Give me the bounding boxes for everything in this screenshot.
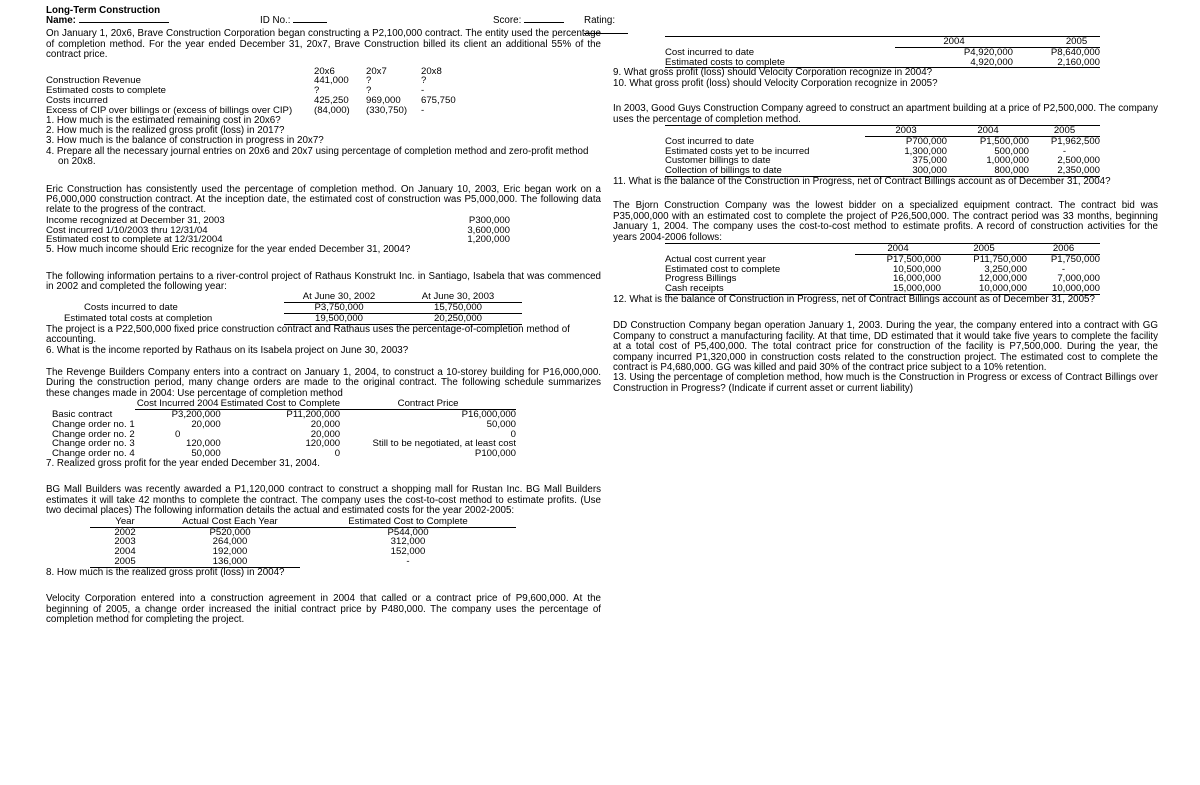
cell: 7,000,000: [1057, 273, 1100, 285]
velocity-section: [46, 594, 601, 625]
right-column: [613, 36, 1158, 394]
cell: 3,600,000: [467, 224, 510, 236]
cell: 50,000: [486, 418, 516, 430]
cell: 2,500,000: [1057, 155, 1100, 167]
question-13: 13. Using the percentage of completion method, how much is the Construction in Progress or excess of Contract Billings over Construction in Progress? (Indicate if current asset or current liability): [613, 372, 1158, 394]
col-header: 2004: [947, 126, 1029, 137]
col-header: Estimated Cost to Complete: [220, 398, 341, 410]
cell: 1,000,000: [986, 155, 1029, 167]
col-header: Estimated Cost to Complete: [300, 517, 516, 527]
cell: P4,920,000: [963, 46, 1013, 58]
goodguys-table: [665, 125, 1100, 177]
row-label: Actual cost current year: [665, 253, 766, 265]
col-header: Cost Incurred 2004: [135, 399, 221, 409]
col-header: Contract Price: [340, 399, 516, 409]
cell: 4,920,000: [895, 58, 1013, 68]
row-label: Customer billings to date: [665, 155, 771, 167]
table-row: [64, 303, 522, 314]
cell: -: [421, 104, 425, 116]
cell: P11,750,000: [973, 253, 1027, 265]
cell: 19,500,000: [284, 314, 394, 325]
rating-blank[interactable]: [584, 33, 628, 34]
cell: 15,000,000: [855, 284, 941, 294]
question-4: 4. Prepare all the necessary journal entries on 20x6 and 20x7 using percentage of completion method and zero-profit method: [46, 145, 589, 157]
cell: P8,640,000: [1050, 46, 1100, 58]
question-12: 12. What is the balance of Construction in Progress, net of Contract Billings account as of December 31, 2005?: [613, 294, 1095, 306]
cell: 192,000: [212, 546, 248, 558]
cell: 2005: [90, 557, 160, 567]
cell: 136,000: [160, 557, 300, 567]
dd-section: [613, 321, 1158, 394]
cell: 2,350,000: [1029, 166, 1100, 176]
cell: P100,000: [474, 448, 516, 460]
question-2: 2. How much is the realized gross profit (loss) in 2017?: [46, 125, 285, 137]
rathaus-table: [64, 292, 522, 324]
row-label: Collection of billings to date: [665, 166, 865, 176]
cell: P700,000: [905, 135, 947, 147]
cell: 12,000,000: [978, 273, 1027, 285]
table-row: [64, 314, 522, 325]
goodguys-section: [613, 104, 1158, 187]
cell: (84,000): [314, 104, 350, 116]
bjorn-section: [613, 201, 1158, 305]
question-8: 8. How much is the realized gross profit (loss) in 2004?: [46, 566, 285, 578]
table-row: [665, 284, 1100, 294]
question-1: 1. How much is the estimated remaining cost in 20x6?: [46, 114, 281, 126]
cell: 16,000,000: [892, 273, 941, 285]
header: [46, 5, 616, 27]
goodguys-intro: In 2003, Good Guys Construction Company agreed to construct an apartment building at a price of P2,500,000. The company uses the percentage of completion method.: [613, 103, 1158, 125]
cell: 0: [334, 448, 341, 460]
bgmall-section: [46, 485, 601, 578]
row-label: Basic contract: [52, 408, 113, 420]
cell: (330,750): [366, 104, 408, 116]
velocity-table: [665, 36, 1100, 68]
cell: 675,750: [421, 95, 456, 107]
row-label: Change order no. 4: [52, 448, 135, 460]
table-row: [665, 274, 1100, 284]
cell: 120,000: [185, 438, 221, 450]
cell: 375,000: [912, 155, 947, 167]
cell: -: [421, 85, 425, 97]
cell: 800,000: [947, 166, 1029, 176]
cell: P17,500,000: [886, 253, 941, 265]
bgmall-intro: BG Mall Builders was recently awarded a P1,120,000 contract to construct a shopping mall for Rustan Inc. BG Mall Builders estimates it will take 42 months to complete the contract. The company uses the cost-to-cost method to estimate profits. (Use two decimal places) The following information details the actual and estimated costs for the year 2002-2005:: [46, 484, 601, 517]
cell: -: [406, 556, 410, 568]
row-label: Progress Billings: [665, 273, 737, 285]
col-header: Year: [90, 517, 160, 527]
brave-year: 20x8: [421, 65, 442, 77]
question-10: 10. What gross profit (loss) should Velocity Corporation recognize in 2005?: [613, 77, 938, 89]
cell: P3,750,000: [284, 303, 394, 314]
col-header: 2005: [1013, 37, 1100, 48]
bgmall-table: [90, 517, 516, 568]
col-header: 2003: [865, 126, 947, 137]
row-label: Costs incurred: [46, 95, 108, 107]
cell: P1,962,500: [1050, 135, 1100, 147]
cell: 441,000: [314, 75, 349, 87]
cell: 20,000: [310, 418, 341, 430]
row-label: Change order no. 2: [52, 428, 135, 440]
bjorn-table: [665, 243, 1100, 295]
cell: 10,000,000: [941, 284, 1027, 294]
brave-table: [46, 67, 476, 116]
id-label: ID No.:: [260, 15, 291, 27]
row-label: Estimated costs yet to be incurred: [665, 145, 810, 157]
bjorn-intro: The Bjorn Construction Company was the lowest bidder on a specialized equipment contract. The contract bid was P35,000,000 with an estimated cost to complete the project of P26,500,000. The contract period was 33 months, beginning January 1, 2004. The company uses the cost-to-cost method to estimate profits. A record of construction activities for the years 2004-2006 follows:: [613, 200, 1158, 243]
question-9: 9. What gross profit (loss) should Velocity Corporation recognize in 2004?: [613, 67, 933, 79]
cell: P544,000: [387, 526, 429, 538]
cell: 50,000: [191, 448, 221, 460]
row-label: Cost incurred to date: [665, 135, 755, 147]
cell: ?: [421, 75, 427, 87]
row-label: Change order no. 3: [52, 438, 135, 450]
table-row: [90, 557, 516, 567]
score-blank[interactable]: [524, 22, 564, 23]
col-header: 2006: [1027, 244, 1100, 255]
brave-year: 20x6: [314, 65, 335, 77]
rathaus-intro: The following information pertains to a river-control project of Rathaus Konstrukt Inc. in Santiago, Isabela that was commenced in 2002 and completed the following year:: [46, 270, 601, 293]
cell: P11,200,000: [286, 409, 341, 421]
cell: 500,000: [994, 145, 1029, 157]
cell: 300,000: [865, 166, 947, 176]
cell: 20,250,000: [394, 314, 522, 325]
rathaus-col-header: At June 30, 2002: [284, 292, 394, 302]
cell: 20,000: [191, 418, 221, 430]
dd-intro: DD Construction Company began operation January 1, 2003. During the year, the company entered into a contract with GG Company to construct a manufacturing facility. At that time, DD estimated that it would take five years to complete the facility at a total cost of P5,400,000. The total contract price for construction of the facility is P7,500,000. During the year, the company incurred P1,320,000 in construction costs related to the construction project. The estimated cost to complete the contract is P4,680,000. GG was killed and paid 30% of the contract price subject to a 10% retention.: [613, 320, 1158, 374]
question-3: 3. How much is the balance of construction in progress in 20x7?: [46, 135, 324, 147]
cell: P520,000: [209, 526, 251, 538]
cell: 425,250: [314, 95, 349, 107]
eric-table: [46, 216, 510, 245]
rathaus-section: [46, 272, 601, 356]
name-blank[interactable]: [79, 22, 169, 23]
cell: 10,500,000: [892, 263, 941, 275]
col-header: 2004: [895, 37, 1013, 48]
cell: 2,160,000: [1013, 58, 1100, 68]
col-header: Actual Cost Each Year: [160, 517, 300, 527]
col-header: 2004: [855, 244, 941, 255]
brave-intro: On January 1, 20x6, Brave Construction Corporation began constructing a P2,100,000 contract. The entity used the percentage of completion method. For the year ended December 31, 20x7, Brave Construction billed its client an additional 55% of the contract price.: [46, 28, 601, 61]
cell: -: [1061, 263, 1066, 275]
eric-section: [46, 185, 601, 256]
cell: 152,000: [390, 546, 426, 558]
row-label: Cash receipts: [665, 284, 855, 294]
cell: 120,000: [305, 438, 341, 450]
row-label: Estimated cost to complete: [665, 263, 781, 275]
name-label: Name:: [46, 15, 76, 27]
cell: P1,750,000: [1050, 253, 1100, 265]
brave-year: 20x7: [366, 65, 387, 77]
cell: 0: [175, 428, 181, 440]
rathaus-col-header: At June 30, 2003: [394, 292, 522, 302]
cell: 15,750,000: [394, 303, 522, 314]
cell: P1,500,000: [979, 135, 1029, 147]
row-label: Estimated cost to complete at 12/31/2004: [46, 234, 223, 246]
row-label: Estimated costs to complete: [46, 85, 166, 97]
question-6: 6. What is the income reported by Rathaus on its Isabela project on June 30, 2003?: [46, 344, 409, 356]
cell: 3,250,000: [984, 263, 1027, 275]
row-label: Cost incurred to date: [665, 46, 755, 58]
score-label: Score:: [493, 15, 522, 27]
row-label: Construction Revenue: [46, 75, 141, 87]
question-4-cont: on 20x8.: [58, 156, 96, 168]
cell: 2002: [114, 526, 136, 538]
revenge-section: [46, 368, 601, 469]
question-11: 11. What is the balance of the Construction in Progress, net of Contract Billings account as of December 31, 2004?: [613, 176, 1111, 187]
id-blank[interactable]: [293, 22, 327, 23]
col-header: 2005: [941, 244, 1027, 255]
revenge-table: [46, 399, 516, 459]
table-row: [90, 527, 516, 537]
cell: P16,000,000: [461, 409, 516, 421]
cell: 2004: [114, 546, 136, 558]
row-label: Costs incurred to date: [84, 302, 178, 314]
cell: P3,200,000: [171, 409, 221, 421]
table-row: [90, 547, 516, 557]
row-label: Excess of CIP over billings or (excess of billings over CIP): [46, 104, 293, 116]
row-label: Estimated total costs at completion: [64, 313, 213, 325]
table-row: [46, 86, 476, 96]
rating-label: Rating:: [584, 15, 616, 27]
cell: P300,000: [468, 214, 510, 226]
cell: 1,300,000: [904, 145, 947, 157]
table-row: [90, 537, 516, 547]
cell: 1,200,000: [467, 234, 510, 246]
brave-section: [46, 29, 601, 167]
rathaus-note: The project is a P22,500,000 fixed price construction contract and Rathaus uses the percentage-of-completion method of accounting.: [46, 323, 570, 346]
cell: 312,000: [390, 536, 426, 548]
question-5: 5. How much income should Eric recognize for the year ended December 31, 2004?: [46, 244, 411, 256]
cell: 2003: [114, 536, 136, 548]
table-row: [665, 166, 1100, 176]
cell: -: [1062, 145, 1067, 157]
cell: Still to be negotiated, at least cost: [372, 438, 516, 450]
cell: ?: [366, 75, 372, 87]
velocity-intro: Velocity Corporation entered into a construction agreement in 2004 that called or a contract price of P9,600,000. At the beginning of 2005, a change order increased the initial contract price by P480,000. The company uses the percentage of completion method for completing the project.: [46, 593, 601, 625]
row-label: Income recognized at December 31, 2003: [46, 214, 225, 226]
row-label: Estimated costs to complete: [665, 58, 895, 68]
col-header: 2005: [1029, 126, 1100, 137]
table-row: [665, 58, 1100, 68]
worksheet-title: Long-Term Construction: [46, 5, 161, 16]
row-label: Change order no. 1: [52, 418, 135, 430]
question-7: 7. Realized gross profit for the year ended December 31, 2004.: [46, 458, 320, 470]
revenge-intro: The Revenge Builders Company enters into a contract on January 1, 2004, to construct a 10-storey building for P16,000,000. During the construction period, many change orders are made to the original contract. The following schedule summarizes these changes made in 2004: Use percentage of completion method: [46, 367, 601, 399]
eric-intro: Eric Construction has consistently used the percentage of completion method. On January 10, 2003, Eric began work on a P6,000,000 construction contract. At the inception date, the estimated cost of construction was P5,000,000. The following data relate to the progress of the contract.: [46, 183, 601, 216]
cell: ?: [366, 85, 372, 97]
cell: 0: [510, 428, 516, 440]
cell: 10,000,000: [1027, 284, 1100, 294]
row-label: Cost incurred 1/10/2003 thru 12/31/04: [46, 224, 208, 236]
cell: 969,000: [366, 95, 401, 107]
cell: 264,000: [212, 536, 248, 548]
cell: ?: [314, 85, 320, 97]
cell: 20,000: [310, 428, 341, 440]
left-column: [46, 5, 616, 625]
